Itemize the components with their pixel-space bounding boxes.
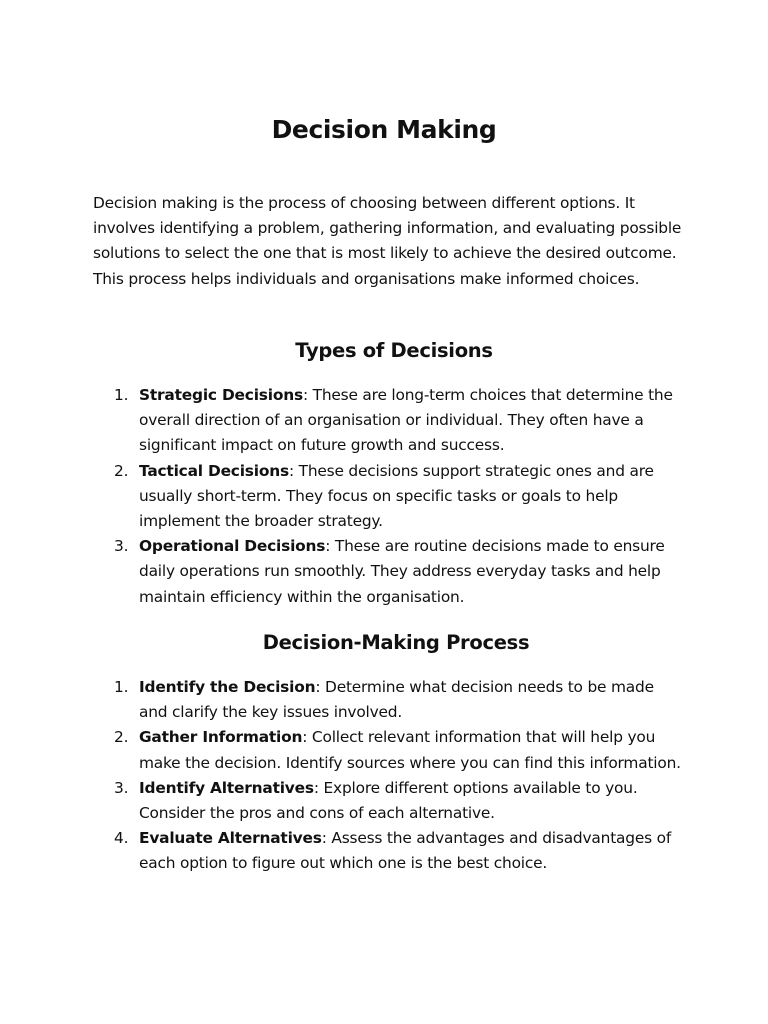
list-item <box>114 534 684 610</box>
list-item <box>114 776 684 826</box>
item-term: Tactical Decisions <box>139 461 289 480</box>
list-number: 3. <box>114 537 129 556</box>
item-term: Evaluate Alternatives <box>139 829 322 848</box>
list-item <box>114 826 684 876</box>
types-list <box>114 383 684 610</box>
item-text: : Explore different options available to you. Consider the pros and cons of each alternative. <box>139 778 638 823</box>
list-number: 3. <box>114 778 129 797</box>
item-term: Identify Alternatives <box>139 778 314 797</box>
list-number: 4. <box>114 829 129 848</box>
list-number: 1. <box>114 678 129 696</box>
item-text: : Collect relevant information that will help you make the decision. Identify sources where you can find this information. <box>139 728 681 772</box>
process-heading: Decision-Making Process <box>262 631 530 654</box>
list-number: 1. <box>114 386 129 404</box>
item-text: : These decisions support strategic ones and are usually short-term. They focus on specific tasks or goals to help implement the broader strategy. <box>139 461 654 531</box>
intro-paragraph: Decision making is the process of choosing between different options. It involves identifying a problem, gathering information, and evaluating possible solutions to select the one that is most likely to achieve the desired outcome. This process helps individuals and organisations make informed choices. <box>93 194 682 288</box>
item-term: Gather Information <box>139 728 303 747</box>
item-term: Strategic Decisions <box>139 386 303 404</box>
item-text: : Assess the advantages and disadvantages of each option to figure out which one is the best choice. <box>139 829 672 873</box>
item-text: : Determine what decision needs to be made and clarify the key issues involved. <box>139 678 654 722</box>
list-number: 2. <box>114 461 129 480</box>
process-list <box>114 675 684 877</box>
page-title: Decision Making <box>271 115 497 144</box>
item-text: : These are routine decisions made to ensure daily operations run smoothly. They address everyday tasks and help maintain efficiency within the organisation. <box>139 537 665 606</box>
item-term: Operational Decisions <box>139 537 326 556</box>
types-heading: Types of Decisions <box>295 339 493 362</box>
item-text: : These are long-term choices that determine the overall direction of an organisation or individual. They often have a significant impact on future growth and success. <box>139 386 673 455</box>
list-item <box>114 383 684 459</box>
list-number: 2. <box>114 728 129 747</box>
list-item <box>114 725 684 775</box>
item-term: Identify the Decision <box>139 678 316 696</box>
list-item <box>114 675 684 725</box>
list-item <box>114 459 684 535</box>
